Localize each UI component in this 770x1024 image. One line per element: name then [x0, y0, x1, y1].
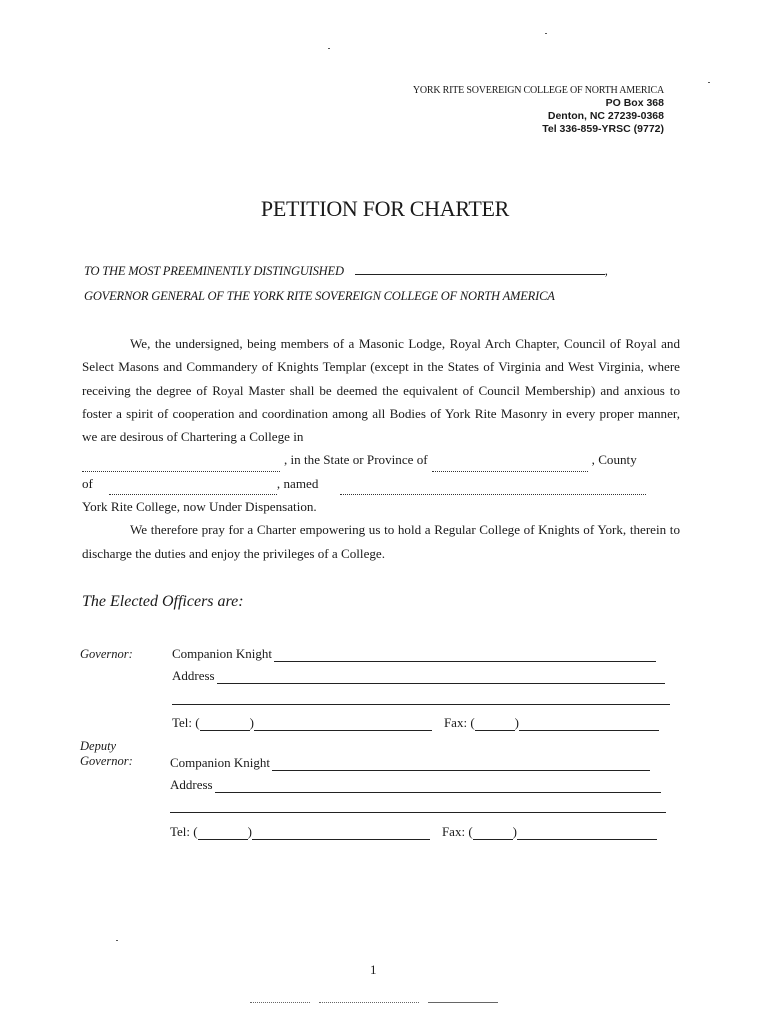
state-blank[interactable] [432, 457, 588, 472]
governor-address-field[interactable] [217, 671, 665, 684]
page-title: PETITION FOR CHARTER [260, 196, 510, 221]
fax-paren-close: ) [514, 715, 519, 730]
in-state-label: , in the State or Province of [284, 452, 428, 468]
tel-paren-close: ) [249, 715, 254, 730]
tel-label: Tel: ( [172, 715, 200, 730]
deputy-phone-row [170, 824, 657, 840]
named-label: , named [276, 475, 319, 491]
county-name-row [82, 472, 680, 495]
governor-tel-field[interactable] [254, 718, 432, 731]
deputy-governor-label [80, 739, 133, 769]
companion-knight-label: Companion Knight [170, 755, 271, 770]
deputy-address-row [170, 777, 661, 793]
city-blank[interactable] [82, 457, 280, 472]
deputy-fax-area-field[interactable] [473, 827, 513, 840]
scan-speck [545, 33, 547, 34]
tel-paren-close: ) [247, 824, 252, 839]
deputy-name-row [170, 755, 650, 771]
county-blank[interactable] [109, 480, 277, 495]
of-label: of [82, 475, 93, 491]
scan-speck [708, 82, 710, 83]
deputy-name-field[interactable] [272, 758, 650, 771]
scan-artifact-bottom [250, 996, 510, 1005]
governor-phone-row [172, 715, 659, 731]
paragraph-2: We therefore pray for a Charter empowering us to hold a Regular College of Knights of York, therein to discharge the duties and enjoy the privileges of a College. [82, 522, 680, 561]
address-label: Address [172, 668, 215, 683]
officers-heading: The Elected Officers are: [82, 593, 244, 610]
governor-name-row [172, 646, 656, 662]
deputy-tel-area-field[interactable] [198, 827, 248, 840]
under-dispensation: York Rite College, now Under Dispensation. [82, 499, 317, 515]
salutation-text-1: TO THE MOST PREEMINENTLY DISTINGUISHED [84, 264, 344, 278]
page-number: 1 [370, 962, 377, 977]
governor-name-field[interactable] [274, 649, 656, 662]
po-box: PO Box 368 [605, 97, 664, 109]
recipient-name-blank[interactable] [355, 264, 605, 275]
fax-paren-close: ) [512, 824, 517, 839]
city-line: Denton, NC 27239-0368 [547, 110, 664, 122]
county-label: , County [591, 452, 637, 468]
letterhead [413, 84, 664, 136]
governor-fax-field[interactable] [519, 718, 659, 731]
petition-body [82, 332, 680, 565]
deputy-label-line-2: Governor: [80, 754, 133, 768]
scan-speck [328, 48, 330, 49]
salutation-line-1: TO THE MOST PREEMINENTLY DISTINGUISHED , [84, 264, 608, 278]
governor-fax-area-field[interactable] [475, 718, 515, 731]
college-name-blank[interactable] [340, 480, 646, 495]
scan-speck [116, 940, 118, 941]
deputy-address-line-2[interactable] [170, 812, 666, 813]
location-row [82, 448, 680, 471]
fax-label: Fax: ( [441, 824, 473, 839]
deputy-fax-field[interactable] [517, 827, 657, 840]
phone: Tel 336-859-YRSC (9772) [542, 123, 664, 135]
salutation-line-2: GOVERNOR GENERAL OF THE YORK RITE SOVEREIGN COLLEGE OF NORTH AMERICA [84, 289, 555, 303]
governor-label: Governor: [80, 647, 133, 661]
organization-name: YORK RITE SOVEREIGN COLLEGE OF NORTH AMERICA [412, 85, 664, 96]
deputy-label-line-1: Deputy [80, 739, 117, 753]
deputy-tel-field[interactable] [252, 827, 430, 840]
tel-label: Tel: ( [170, 824, 198, 839]
governor-tel-area-field[interactable] [200, 718, 250, 731]
address-label: Address [170, 777, 213, 792]
governor-address-line-2[interactable] [172, 704, 670, 705]
paragraph-1: We, the undersigned, being members of a Masonic Lodge, Royal Arch Chapter, Council of Royal and Select Masons and Commandery of Knights Templar (except in the States of Virginia and West Virginia, where receiving the degree of Royal Master shall be deemed the equivalent of Council Membership) and anxious to foster a spirit of cooperation and coordination among all Bodies of York Rite Masonry in every proper manner, we are desirous of Chartering a College in [82, 336, 680, 445]
governor-address-row [172, 668, 665, 684]
fax-label: Fax: ( [443, 715, 475, 730]
companion-knight-label: Companion Knight [172, 646, 273, 661]
deputy-address-field[interactable] [215, 780, 661, 793]
